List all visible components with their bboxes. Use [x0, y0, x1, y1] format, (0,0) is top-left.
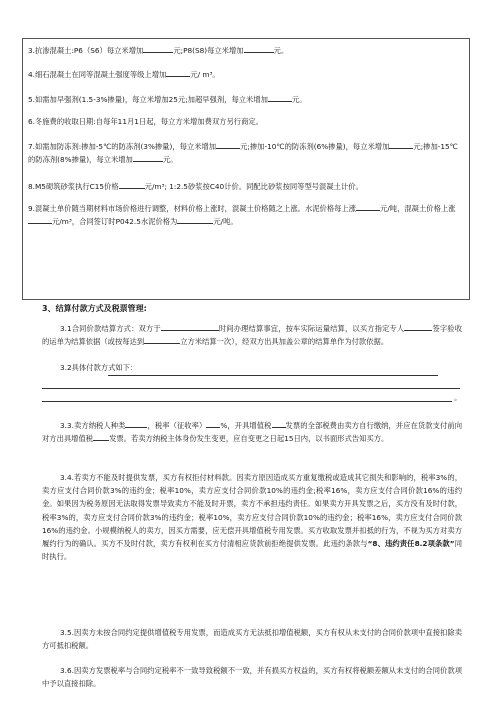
term-text: 3.抗渗混凝土:P6（S6）每立米增加 [28, 46, 144, 55]
term-text: 元/吨。 [213, 216, 238, 226]
blank-line[interactable] [42, 401, 452, 402]
clause-text: 发票的全部税费由卖方自行缴纳，并应在货款支付前向对方出具增值税 [42, 421, 463, 444]
clause-text: %，开具增值税 [220, 421, 272, 430]
blank-field[interactable] [133, 153, 163, 162]
term-9-price-adjustment [28, 202, 464, 227]
term-text: 元/m³，合同签订时P042.5水泥价格为 [52, 216, 178, 226]
clause-text: 3.1合同价款结算方式：双方于 [60, 324, 161, 333]
clause-3-6 [42, 664, 462, 690]
clause-text: 发票。若卖方纳税主体身份发生变更，应自变更之日起15日内，以书面形式告知买方。 [109, 434, 389, 444]
clause-bold-ref: “8、违约责任8.2项条款” [367, 539, 455, 549]
blank-field[interactable] [144, 335, 180, 344]
clause-text: 3.3.卖方纳税人种类 [60, 421, 126, 430]
blank-line[interactable] [108, 375, 438, 376]
blank-field[interactable] [119, 180, 145, 189]
term-8-masonry-mortar [28, 180, 464, 193]
clause-3-5 [42, 626, 462, 652]
clause-text: 时间办理结算事宜，按车实际运量结算，以买方指定专人 [218, 324, 405, 333]
clause-text: ，税率（征收率） [147, 421, 207, 430]
term-text: 6.冬施费的收取日期:自每年11月1日起，每立方米增加费双方另行商定。 [28, 117, 263, 126]
term-text: 元;掺加-15℃的防冻剂(8%掺量)，每立米增加 [28, 142, 458, 164]
blank-field[interactable] [216, 140, 240, 149]
section-title: 3、结算付款方式及税票管理: [42, 304, 147, 313]
blank-field[interactable] [244, 44, 274, 53]
blank-field[interactable] [93, 432, 109, 441]
blank-field[interactable] [206, 419, 220, 428]
term-text: 元。 [162, 154, 178, 164]
clause-text: 立方米结算一次），经双方出具加盖公章的结算单作为付款依据。 [180, 337, 389, 347]
blank-field[interactable] [389, 140, 413, 149]
term-4-fine-stone-concrete [28, 68, 464, 81]
clause-text: 3.5.因卖方未按合同约定提供增值税专用发票，而造成买方无法抵扣增值税额，买方有权从未支付的合同价款项中直接扣除卖方可抵扣税额。 [42, 628, 462, 651]
clause-3-2 [42, 361, 462, 374]
term-text: 元。 [291, 95, 307, 104]
term-text: 7.如需加防冻剂:掺加-5℃的防冻剂(3%掺量)，每立米增加 [28, 142, 217, 151]
clause-text: 签字验收的运单为结算依据（或按每达到 [42, 324, 463, 347]
term-text: 5.如需加早强剂(1.5-3%掺量)，每立米增加25元;加超早强剂，每立米增加 [28, 95, 268, 104]
clause-text: 3.2具体付款方式如下： [60, 363, 138, 372]
term-text: 元;掺加-10℃的防冻剂(6%掺量)，每立米增加 [240, 142, 390, 151]
blank-field[interactable] [356, 202, 380, 211]
term-text: 元。 [273, 46, 289, 55]
term-3-waterproof-concrete [28, 44, 464, 57]
blank-field[interactable] [125, 419, 147, 428]
term-text: 4.细石混凝土在同等混凝土强度等级上增加 [28, 70, 167, 79]
blank-field[interactable] [268, 93, 292, 102]
clause-end-mark: 。 [454, 393, 462, 402]
clause-text: 3.4.若卖方不能及时提供发票，买方有权拒付材料款。因卖方原因造成买方重复缴税或造成其它损失和影响的，税率3%的，卖方应支付合同价款3%的违约金；税率10%，卖方应支付合同价款10%的违约金;税率16%，卖方应支付合同价款16%的违约金。如果因为税务原因无法取得发票导致卖方不能及时开票，卖方不承担违约责任。如果卖方开具发票之后，买方没有及时付款，税率3%的，卖方应支付合同价款3%的违约金；税率10%，卖方应支付合同价款10%的违约金；税率16%，卖方应支付合同价款16%的违约金。小规模纳税人的卖方，因买方需要，应无偿开具增值税专用发票。买方收取发票并扣抵的行为，不视为买方对卖方履约行为的确认。买方不及时付款，卖方有权利在买方付清相应货款前拒绝提供发票。此违约条款与 [42, 473, 462, 549]
term-text: 元/吨，混凝土价格上涨 [380, 204, 456, 213]
term-text: 9.混凝土单价随当期材料市场价格进行调整，材料价格上涨时，混凝土价格随之上涨。水泥价格每上涨 [28, 204, 357, 213]
blank-field[interactable] [272, 419, 286, 428]
blank-field[interactable] [28, 215, 52, 224]
term-text: 元/m³; 1:2.5砂浆按C40计价。同配比砂浆按同等型号混凝土计价。 [144, 182, 363, 191]
clause-3-3 [42, 419, 462, 445]
blank-field[interactable] [161, 322, 219, 331]
blank-line[interactable] [42, 388, 460, 389]
blank-field[interactable] [143, 44, 173, 53]
term-text: 8.M5砌筑砂浆执行C15价格 [28, 182, 119, 191]
blank-field[interactable] [404, 322, 432, 331]
clause-3-1 [42, 322, 462, 348]
term-text: 元;P8(S8)每立米增加 [173, 46, 244, 55]
clause-text: 3.6.因卖方发票税率与合同约定税率不一致导致税额不一致，并有损买方权益的，买方有权将税额差额从未支付的合同价款项中予以直接扣除。 [42, 666, 462, 689]
term-text: 元/ m³。 [190, 70, 220, 79]
term-7-antifreeze [28, 140, 464, 165]
term-5-early-strength-agent [28, 93, 464, 106]
blank-field[interactable] [166, 68, 190, 77]
term-6-winter-fee [28, 117, 464, 128]
clause-text: 同时执行。 [42, 539, 462, 562]
clause-3-4 [42, 471, 462, 563]
blank-field[interactable] [177, 215, 213, 224]
